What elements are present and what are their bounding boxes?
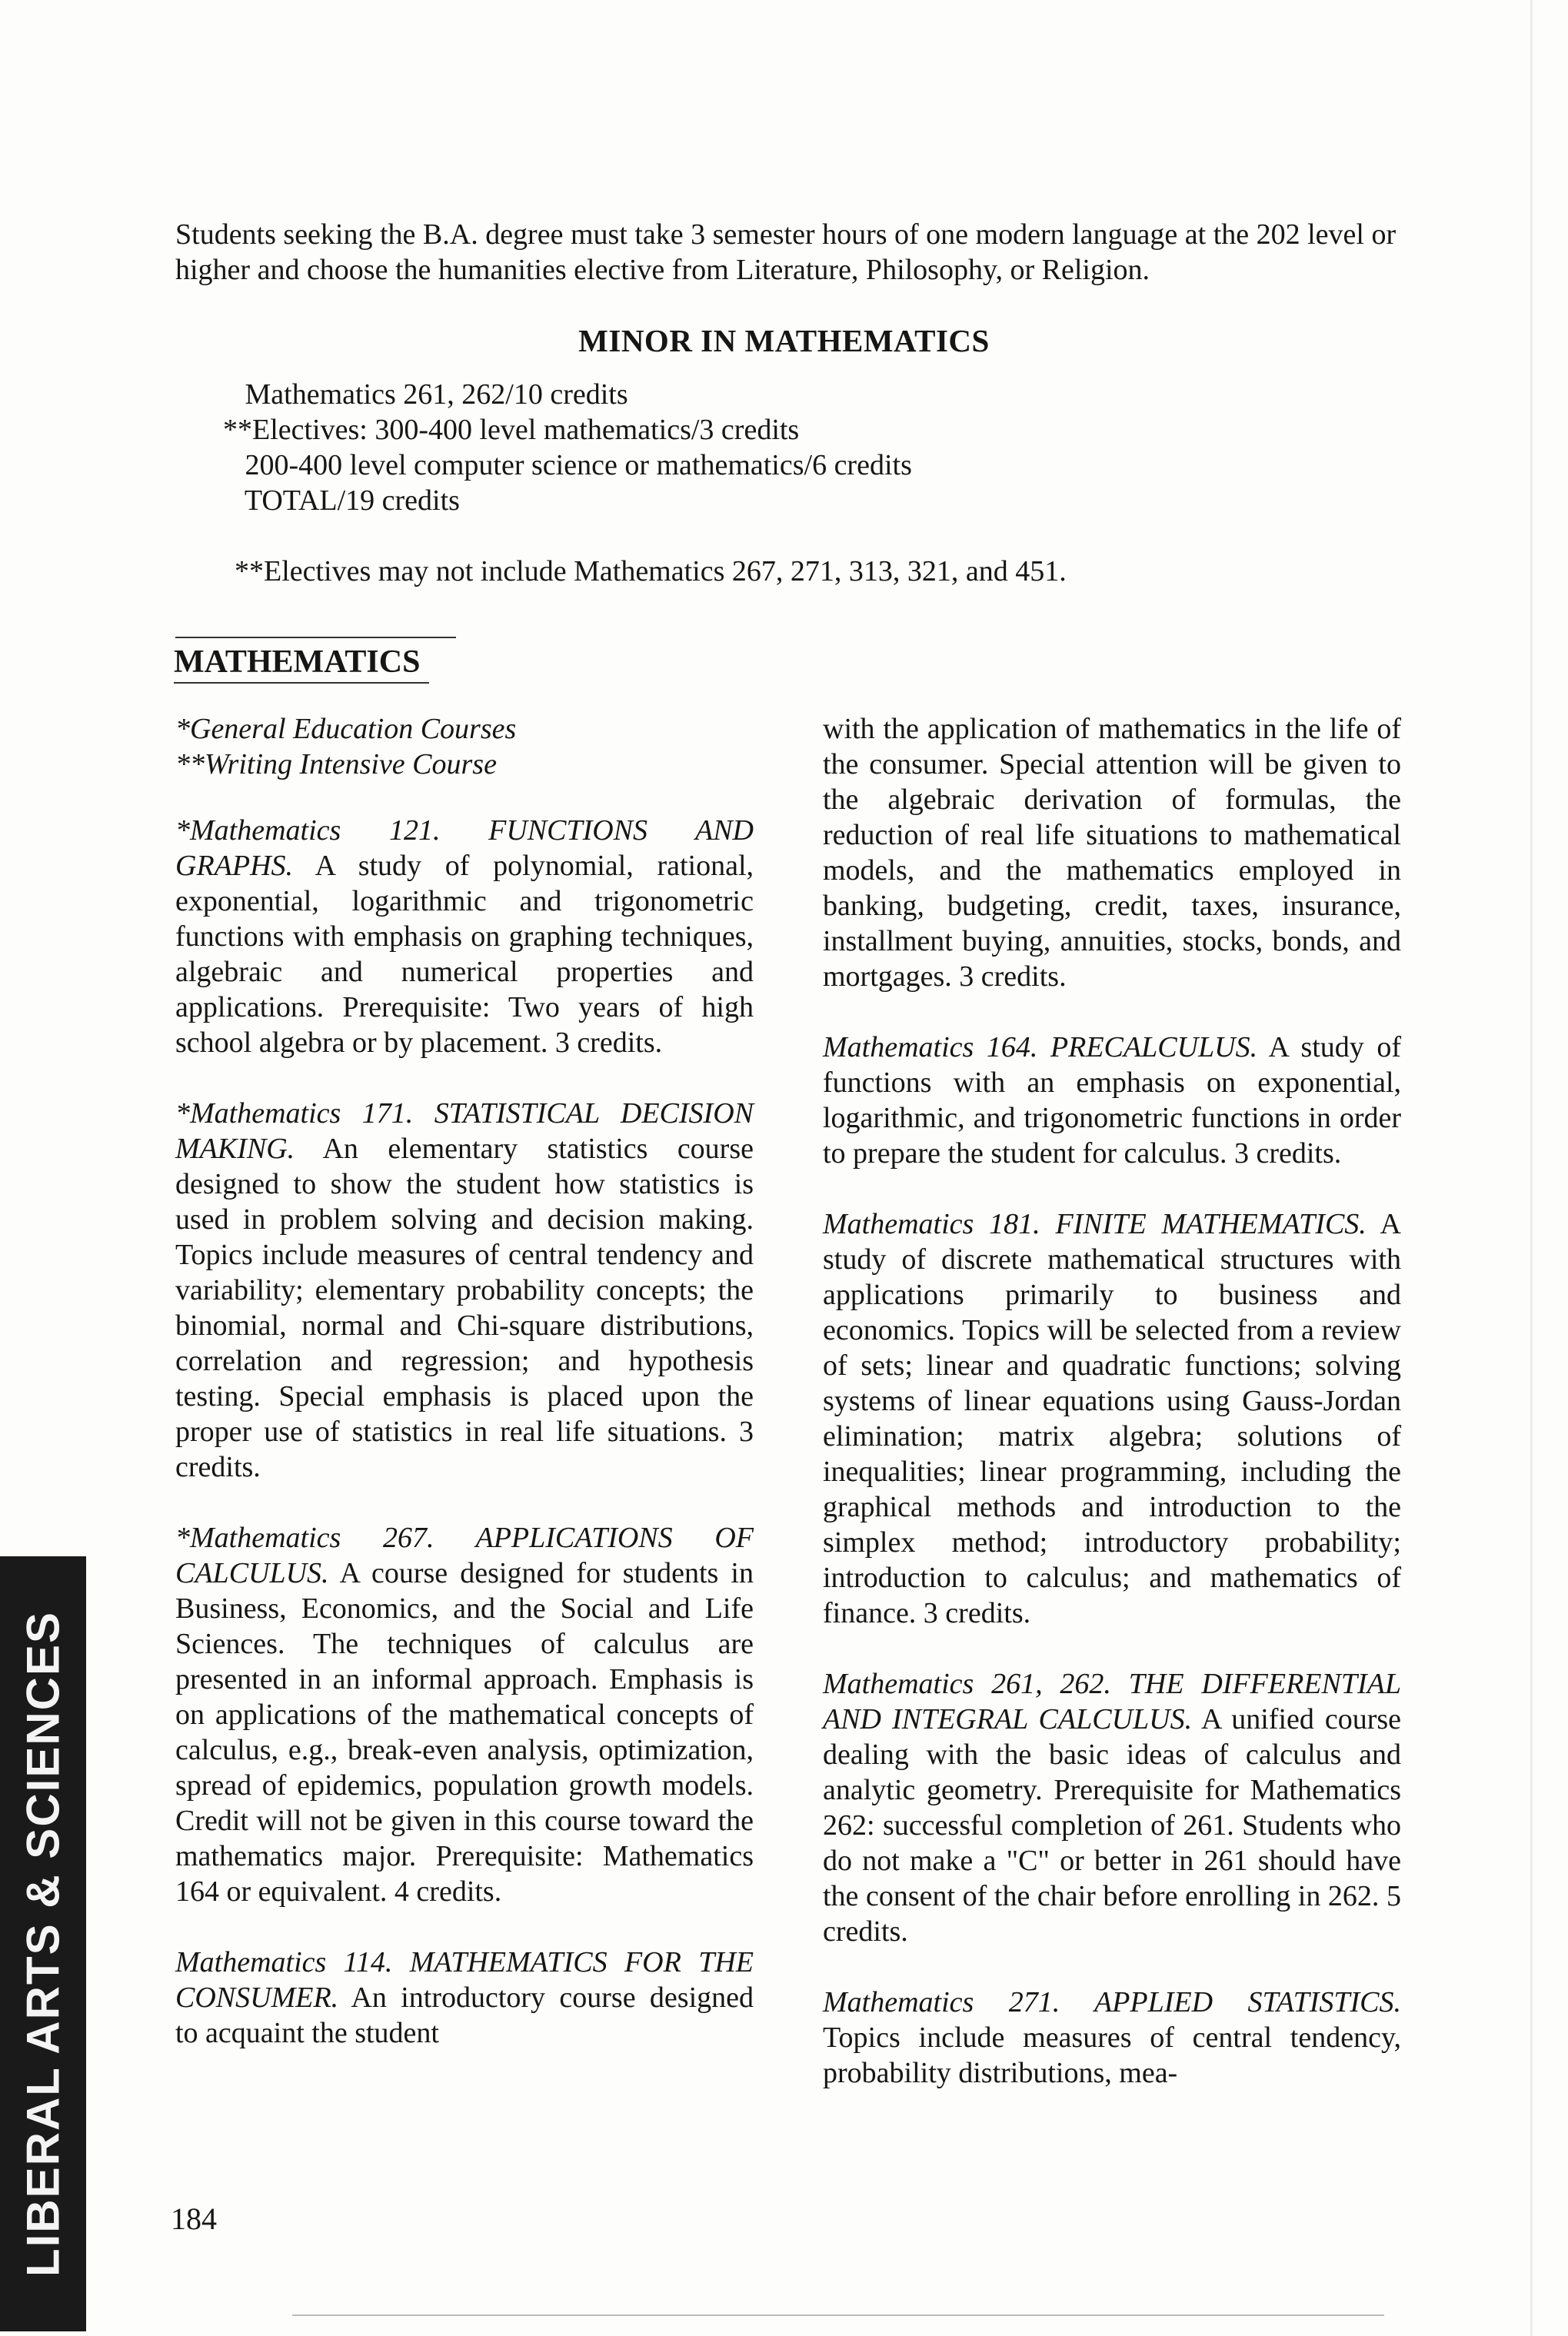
section-thumb-tab-label: LIBERAL ARTS & SCIENCES bbox=[17, 1610, 69, 2278]
course-entry bbox=[175, 1096, 754, 1485]
legend-gap bbox=[175, 782, 754, 813]
minor-requirements bbox=[223, 377, 912, 518]
course-heading: Mathematics 181. FINITE MATHEMATICS. bbox=[823, 1208, 1367, 1240]
right-column bbox=[823, 711, 1401, 2126]
course-heading: Mathematics 271. APPLIED STATISTICS. bbox=[823, 1986, 1401, 2018]
electives-note: **Electives may not include Mathematics 267, 271, 313, 321, and 451. bbox=[235, 555, 1067, 587]
page-number: 184 bbox=[171, 2201, 217, 2236]
course-entry bbox=[175, 1945, 754, 2051]
minor-line-electives: **Electives: 300-400 level mathematics/3 credits bbox=[223, 414, 800, 446]
section-top-rule bbox=[175, 637, 456, 638]
minor-line-cs-electives: 200-400 level computer science or mathematics/6 credits bbox=[223, 449, 912, 481]
course-description: A study of functions with an emphasis on exponential, logarithmic, and trigonometric functions in order to prepare the student for calculus. 3 credits. bbox=[823, 1031, 1402, 1170]
minor-heading: MINOR IN MATHEMATICS bbox=[578, 323, 990, 358]
course-heading: Mathematics 261, 262. THE DIFFERENTIAL AND INTEGRAL CALCULUS. bbox=[823, 1668, 1401, 1735]
course-heading: Mathematics 114. MATHEMATICS FOR THE CONSUMER. bbox=[175, 1946, 754, 2014]
course-description: A unified course dealing with the basic ideas of calculus and analytic geometry. Prerequisite for Mathematics 262: successful completion of 261. Students who do not make a "C" or better in 261 should have the consent of the chair before enrolling in 262. 5 credits. bbox=[823, 1703, 1402, 1948]
course-description: A study of polynomial, rational, exponential, logarithmic and trigonometric functions with emphasis on graphing techniques, algebraic and numerical properties and applications. Prerequisite: Two years of high school algebra or by placement. 3 credits. bbox=[175, 850, 754, 1059]
section-thumb-tab bbox=[0, 1556, 86, 2331]
intro-paragraph: Students seeking the B.A. degree must take 3 semester hours of one modern language at the 202 level or higher and choose the humanities elective from Literature, Philosophy, or Religion. bbox=[175, 218, 1397, 286]
course-entry bbox=[823, 1666, 1401, 1949]
course-entry bbox=[823, 1206, 1401, 1631]
legend-general-education: *General Education Courses bbox=[175, 713, 517, 745]
legend-writing-intensive: **Writing Intensive Course bbox=[175, 748, 497, 780]
course-description: A course designed for students in Business, Economics, and the Social and Life Sciences. The techniques of calculus are presented in an informal approach. Emphasis is on applications of the mathematical concepts of calculus, e.g., break-even analysis, optimization, spread of epidemics, population growth models. Credit will not be given in this course toward the mathematics major. Prerequisite: Mathematics 164 or equivalent. 4 credits. bbox=[175, 1557, 754, 1908]
course-description: An introductory course designed to acquaint the student bbox=[175, 1982, 754, 2049]
course-entry bbox=[175, 1520, 754, 1909]
minor-line-total: TOTAL/19 credits bbox=[223, 484, 460, 517]
course-description: Topics include measures of central tendency, probability distributions, mea- bbox=[823, 2022, 1401, 2089]
course-description: A study of discrete mathematical structures with applications primarily to business and economics. Topics will be selected from a review of sets; linear and quadratic functions; solving systems of linear equations using Gauss-Jordan elimination; matrix algebra; solutions of inequalities; linear programming, including the graphical methods and introduction to the simplex method; introductory probability; introduction to calculus; and mathematics of finance. 3 credits. bbox=[823, 1208, 1401, 1629]
course-heading: *Mathematics 121. FUNCTIONS AND GRAPHS. bbox=[175, 814, 754, 882]
course-description: An elementary statistics course designed to show the student how statistics is used in problem solving and decision making. Topics include measures of central tendency and variability; elementary probability concepts; the binomial, normal and Chi-square distributions, correlation and regression; and hypothesis testing. Special emphasis is placed upon the proper use of statistics in real life situations. 3 credits. bbox=[175, 1133, 754, 1483]
course-entry bbox=[823, 1985, 1401, 2091]
course-entry bbox=[823, 1030, 1401, 1171]
course-entry-continued bbox=[823, 711, 1401, 994]
minor-line-core: Mathematics 261, 262/10 credits bbox=[223, 378, 628, 411]
section-heading: MATHEMATICS bbox=[174, 642, 429, 684]
left-column bbox=[175, 711, 754, 2086]
course-heading: *Mathematics 171. STATISTICAL DECISION MAKING. bbox=[175, 1097, 754, 1165]
bottom-rule bbox=[292, 2314, 1384, 2316]
course-heading: Mathematics 164. PRECALCULUS. bbox=[823, 1031, 1258, 1063]
course-description: with the application of mathematics in the life of the consumer. Special attention will be given to the algebraic derivation of formulas, the reduction of real life situations to mathematical models, and the mathematics employed in banking, budgeting, credit, taxes, insurance, installment buying, annuities, stocks, bonds, and mortgages. 3 credits. bbox=[823, 713, 1401, 993]
course-heading: *Mathematics 267. APPLICATIONS OF CALCULUS. bbox=[175, 1522, 754, 1589]
course-entry bbox=[175, 813, 754, 1060]
